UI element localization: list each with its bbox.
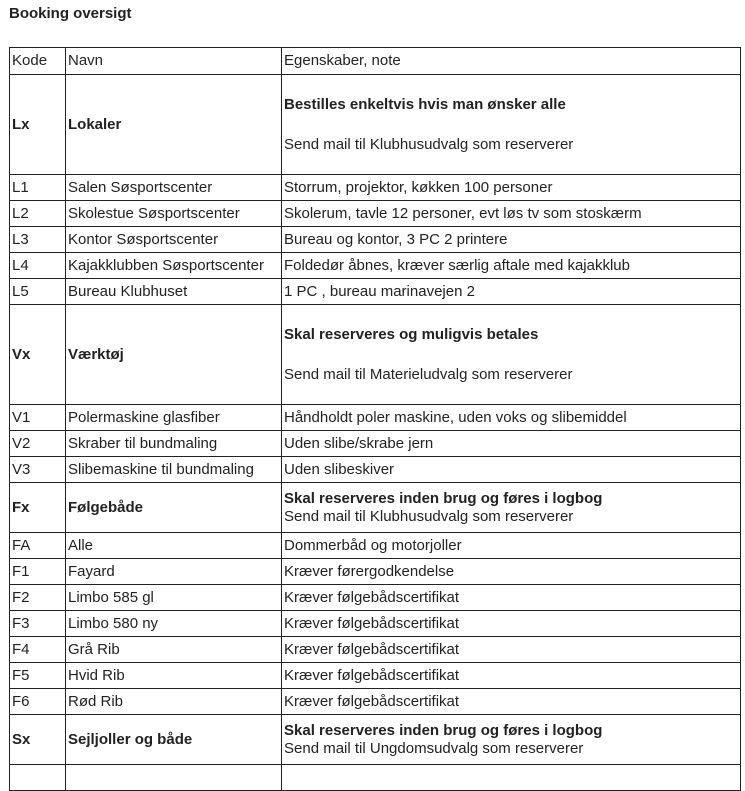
row-note: Foldedør åbnes, kræver særlig aftale med kajakklub (282, 253, 741, 279)
row-name: Limbo 580 ny (66, 611, 282, 637)
row-code: V3 (10, 457, 66, 483)
row-code: L1 (10, 175, 66, 201)
row-note: Kræver følgebådscertifikat (282, 663, 741, 689)
section-code: Vx (10, 305, 66, 405)
table-row (10, 637, 741, 663)
table-row (10, 689, 741, 715)
row-name: Limbo 585 gl (66, 585, 282, 611)
table-row (10, 201, 741, 227)
row-code: F3 (10, 611, 66, 637)
section-name: Værktøj (66, 305, 282, 405)
row-name: Salen Søsportscenter (66, 175, 282, 201)
header-name: Navn (66, 48, 282, 75)
row-name: Bureau Klubhuset (66, 279, 282, 305)
row-name: Polermaskine glasfiber (66, 405, 282, 431)
section-row-fx (10, 483, 741, 533)
table-header-row (10, 48, 741, 75)
row-code: L2 (10, 201, 66, 227)
row-name: Skolestue Søsportscenter (66, 201, 282, 227)
section-row-sx (10, 715, 741, 765)
row-name: Slibemaskine til bundmaling (66, 457, 282, 483)
row-code: F6 (10, 689, 66, 715)
header-code: Kode (10, 48, 66, 75)
table-row (10, 611, 741, 637)
row-name: Fayard (66, 559, 282, 585)
row-note: 1 PC , bureau marinavejen 2 (282, 279, 741, 305)
section-instruction: Send mail til Klubhusudvalg som reserverer (284, 507, 574, 525)
row-code: F4 (10, 637, 66, 663)
row-name: Kajakklubben Søsportscenter (66, 253, 282, 279)
table-row (10, 663, 741, 689)
section-notes (282, 305, 741, 405)
row-code: FA (10, 533, 66, 559)
row-code: V2 (10, 431, 66, 457)
section-code: Sx (10, 715, 66, 765)
table-row (10, 279, 741, 305)
section-notes (282, 715, 741, 765)
section-rule: Skal reserveres inden brug og føres i logbog (284, 721, 603, 739)
row-code: V1 (10, 405, 66, 431)
row-note: Kræver følgebådscertifikat (282, 585, 741, 611)
table-row (10, 457, 741, 483)
row-note: Kræver følgebådscertifikat (282, 637, 741, 663)
row-code: F1 (10, 559, 66, 585)
table-row (10, 175, 741, 201)
section-code: Fx (10, 483, 66, 533)
row-name: Grå Rib (66, 637, 282, 663)
section-rule: Skal reserveres og muligvis betales (284, 325, 539, 343)
table-row (10, 559, 741, 585)
section-instruction: Send mail til Klubhusudvalg som reserverer (284, 135, 574, 153)
booking-table (9, 47, 741, 791)
row-note: Bureau og kontor, 3 PC 2 printere (282, 227, 741, 253)
section-name: Følgebåde (66, 483, 282, 533)
row-name: Rød Rib (66, 689, 282, 715)
section-instruction: Send mail til Ungdomsudvalg som reserverer (284, 739, 584, 757)
section-notes (282, 483, 741, 533)
section-name: Lokaler (66, 75, 282, 175)
table-row (10, 405, 741, 431)
row-code: F5 (10, 663, 66, 689)
section-instruction: Send mail til Materieludvalg som reserverer (284, 365, 573, 383)
table-row (10, 253, 741, 279)
row-note: Dommerbåd og motorjoller (282, 533, 741, 559)
row-name: Kontor Søsportscenter (66, 227, 282, 253)
section-row-vx (10, 305, 741, 405)
table-row (10, 533, 741, 559)
table-row (10, 227, 741, 253)
table-row (10, 585, 741, 611)
row-note: Kræver følgebådscertifikat (282, 611, 741, 637)
row-note: Kræver førergodkendelse (282, 559, 741, 585)
row-code: L5 (10, 279, 66, 305)
section-row-lx (10, 75, 741, 175)
row-note: Uden slibe/skrabe jern (282, 431, 741, 457)
row-note: Uden slibeskiver (282, 457, 741, 483)
section-notes (282, 75, 741, 175)
row-name: Alle (66, 533, 282, 559)
row-note: Skolerum, tavle 12 personer, evt løs tv som stoskærm (282, 201, 741, 227)
row-note: Håndholdt poler maskine, uden voks og slibemiddel (282, 405, 741, 431)
row-note: Kræver følgebådscertifikat (282, 689, 741, 715)
page-title: Booking oversigt (9, 5, 132, 22)
table-row (10, 765, 741, 791)
section-rule: Bestilles enkeltvis hvis man ønsker alle (284, 95, 566, 113)
row-code: L4 (10, 253, 66, 279)
row-name: Skraber til bundmaling (66, 431, 282, 457)
row-note: Storrum, projektor, køkken 100 personer (282, 175, 741, 201)
section-rule: Skal reserveres inden brug og føres i logbog (284, 489, 603, 507)
section-name: Sejljoller og både (66, 715, 282, 765)
row-code: L3 (10, 227, 66, 253)
section-code: Lx (10, 75, 66, 175)
row-code: F2 (10, 585, 66, 611)
table-row (10, 431, 741, 457)
header-notes: Egenskaber, note (282, 48, 741, 75)
row-name: Hvid Rib (66, 663, 282, 689)
